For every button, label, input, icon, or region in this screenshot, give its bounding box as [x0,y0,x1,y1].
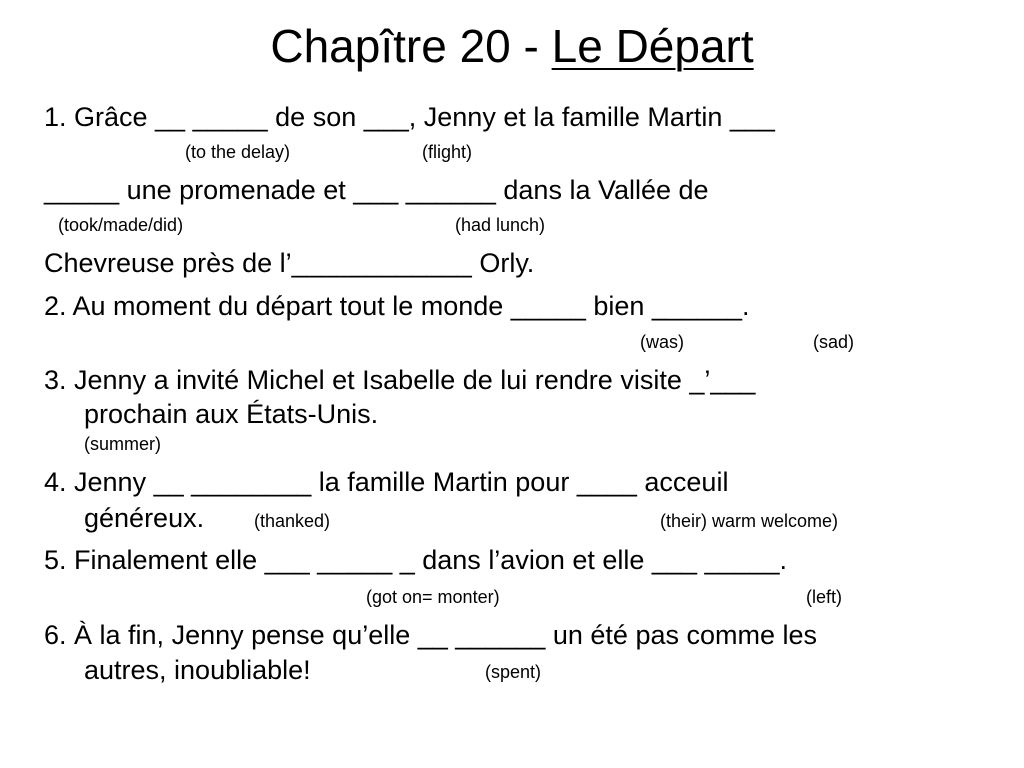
item-1-hint-took: (took/made/did) [58,215,184,235]
item-1-line-3: Chevreuse près de l’____________ Orly. [44,248,535,278]
item-1-line-1: 1. Grâce __ _____ de son ___, Jenny et la famille Martin ___ [44,102,775,132]
item-3-hint-summer: (summer) [84,434,161,454]
item-1-hint-delay: (to the delay) [185,142,291,162]
item-4-line-1: 4. Jenny __ ________ la famille Martin pour ____ acceuil [44,467,729,497]
item-1-hint-flight: (flight) [422,142,473,162]
item-4-hint-thanked: (thanked) [254,511,331,531]
item-5-hint-got-on: (got on= monter) [366,587,500,607]
item-4-line-2-text: généreux. [84,503,205,533]
item-2-line-1: 2. Au moment du départ tout le monde _____ bien ______. [44,291,750,321]
item-4-line-2 [84,502,204,534]
item-1-hint-lunch: (had lunch) [455,215,546,235]
item-3-line-1: 3. Jenny a invité Michel et Isabelle de lui rendre visite _’___ [44,365,756,395]
item-4-hint-welcome: (their) warm welcome) [660,511,839,531]
item-6-line-2: autres, inoubliable! [84,655,311,685]
item-5-hint-left: (left) [806,587,842,607]
item-6-line-1: 6. À la fin, Jenny pense qu’elle __ ______ un été pas comme les [44,620,818,650]
title-prefix: Chapître 20 - [270,20,552,72]
item-1-line-2: _____ une promenade et ___ ______ dans la Vallée de [44,175,709,205]
page-title [0,18,1024,74]
item-2-hint-sad: (sad) [813,332,855,352]
item-2-hint-was: (was) [640,332,684,352]
item-3-line-2: prochain aux États-Unis. [84,399,379,429]
item-6-hint-spent: (spent) [485,662,542,682]
title-underlined: Le Départ [551,20,754,72]
item-5-line-1: 5. Finalement elle ___ _____ _ dans l’avion et elle ___ _____. [44,545,788,575]
